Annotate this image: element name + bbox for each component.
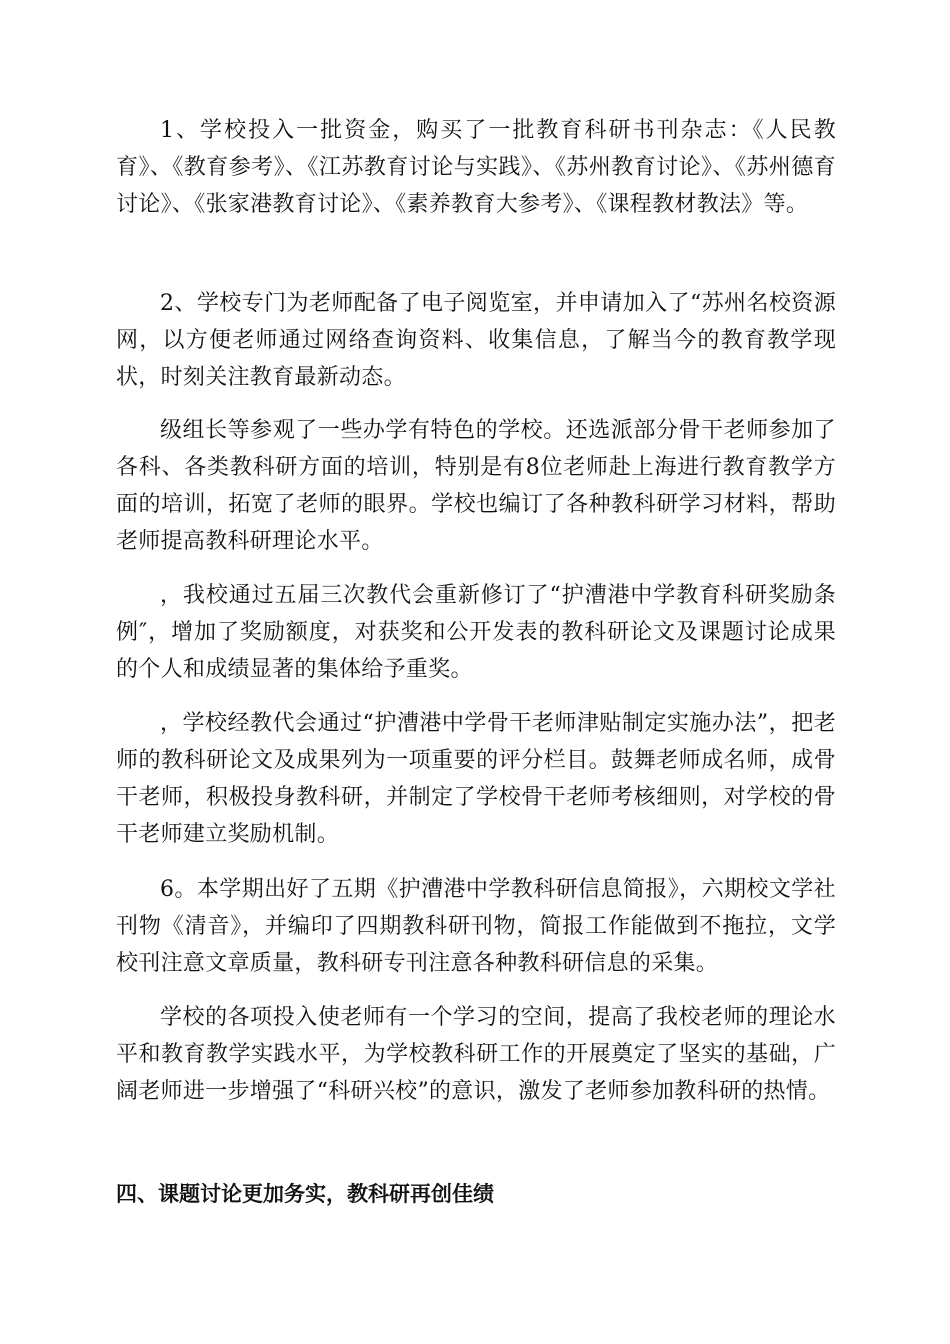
paragraph-1-journals: 1、学校投入一批资金，购买了一批教育科研书刊杂志：《人民教育》、《教育参考》、《江苏教育讨论与实践》、《苏州教育讨论》、《苏州德育讨论》、《张家港教育讨论》、《素养教育大参考》、《课程教材教法》等。 — [116, 118, 836, 217]
paragraph-2-reading-room: 2、学校专门为老师配备了电子阅览室，并申请加入了“苏州名校资源网，以方便老师通过网络查询资料、收集信息，了解当今的教育教学现状，时刻关注教育最新动态。 — [116, 291, 836, 390]
paragraph-3-training: 级组长等参观了一些办学有特色的学校。还选派部分骨干老师参加了各科、各类教科研方面的培训，特别是有8位老师赴上海进行教育教学方面的培训，拓宽了老师的眼界。学校也编订了各种教科研学习材料，帮助老师提高教科研理论水平。 — [116, 418, 836, 554]
paragraph-7-summary: 学校的各项投入使老师有一个学习的空间，提高了我校老师的理论水平和教育教学实践水平，为学校教科研工作的开展奠定了坚实的基础，广阔老师进一步增强了“科研兴校”的意识，激发了老师参加教科研的热情。 — [116, 1005, 836, 1104]
paragraph-5-allowance: ，学校经教代会通过“护漕港中学骨干老师津贴制定实施办法”，把老师的教科研论文及成果列为一项重要的评分栏目。鼓舞老师成名师，成骨干老师，积极投身教科研，并制定了学校骨干老师考核细则，对学校的骨干老师建立奖励机制。 — [116, 711, 836, 847]
paragraph-6-bulletins: 6。本学期出好了五期《护漕港中学教科研信息简报》，六期校文学社刊物《清音》，并编印了四期教科研刊物，简报工作能做到不拖拉，文学校刊注意文章质量，教科研专刊注意各种教科研信息的采集。 — [116, 877, 836, 976]
section-heading-4: 四、课题讨论更加务实，教科研再创佳绩 — [116, 1182, 494, 1206]
paragraph-4-rewards: ，我校通过五届三次教代会重新修订了“护漕港中学教育科研奖励条例″，增加了奖励额度，对获奖和公开发表的教科研论文及课题讨论成果的个人和成绩显著的集体给予重奖。 — [116, 583, 836, 682]
